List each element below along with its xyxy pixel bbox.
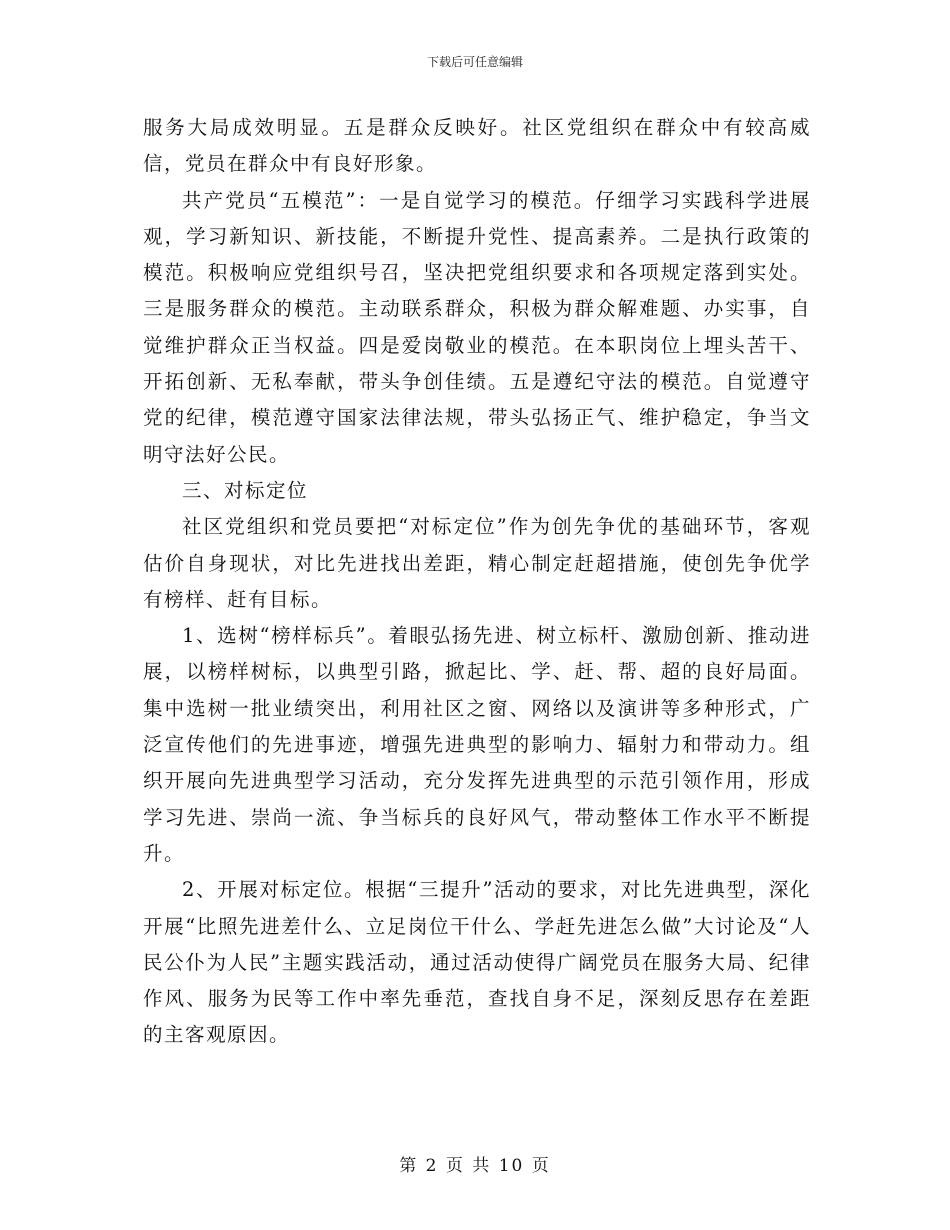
paragraph-role-models: 1、选树“榜样标兵”。着眼弘扬先进、树立标杆、激励创新、推动进展，以榜样树标，以典型引路，掀起比、学、赶、帮、超的良好局面。集中选树一批业绩突出，利用社区之窗、网络以及演讲等多种形式，广泛宣传他们的先进事迹，增强先进典型的影响力、辐射力和带动力。组织开展向先进典型学习活动，充分发挥先进典型的示范引领作用，形成学习先进、崇尚一流、争当标兵的良好风气，带动整体工作水平不断提升。 xyxy=(143,624,811,865)
paragraph-five-models: 共产党员“五模范”：一是自觉学习的模范。仔细学习实践科学进展观，学习新知识、新技能，不断提升党性、提高素养。二是执行政策的模范。积极响应党组织号召，坚决把党组织要求和各项规定落到实处。三是服务群众的模范。主动联系群众，积极为群众解难题、办实事，自觉维护群众正当权益。四是爱岗敬业的模范。在本职岗位上埋头苦干、开拓创新、无私奉献，带头争创佳绩。五是遵纪守法的模范。自觉遵守党的纪律，模范遵守国家法律法规，带头弘扬正气、维护稳定，争当文明守法好公民。 xyxy=(143,188,811,466)
total-pages-number: 10 xyxy=(498,1156,525,1176)
document-body xyxy=(143,110,811,1054)
paragraph-continuation: 服务大局成效明显。五是群众反映好。社区党组织在群众中有较高威信，党员在群众中有良好形象。 xyxy=(143,116,811,176)
page-label-suffix: 页 xyxy=(531,1156,551,1176)
page-label-mid: 页 共 xyxy=(445,1156,492,1176)
page-label-prefix: 第 xyxy=(399,1156,419,1176)
paragraph-benchmark-positioning: 2、开展对标定位。根据“三提升”活动的要求，对比先进典型，深化开展“比照先进差什么、立足岗位干什么、学赶先进怎么做”大讨论及“人民公仆为人民”主题实践活动，通过活动使得广阔党员在服务大局、纪律作风、服务为民等工作中率先垂范，查找自身不足，深刻反思存在差距的主客观原因。 xyxy=(143,878,811,1047)
page-header-note: 下载后可任意编辑 xyxy=(426,55,523,69)
page-number xyxy=(0,1155,950,1177)
paragraph-benchmarking-intro: 社区党组织和党员要把“对标定位”作为创先争优的基础环节，客观估价自身现状，对比先进找出差距，精心制定赶超措施，使创先争优学有榜样、赶有目标。 xyxy=(143,515,811,611)
current-page-number: 2 xyxy=(425,1156,439,1176)
section-heading-benchmarking: 三、对标定位 xyxy=(182,478,309,502)
